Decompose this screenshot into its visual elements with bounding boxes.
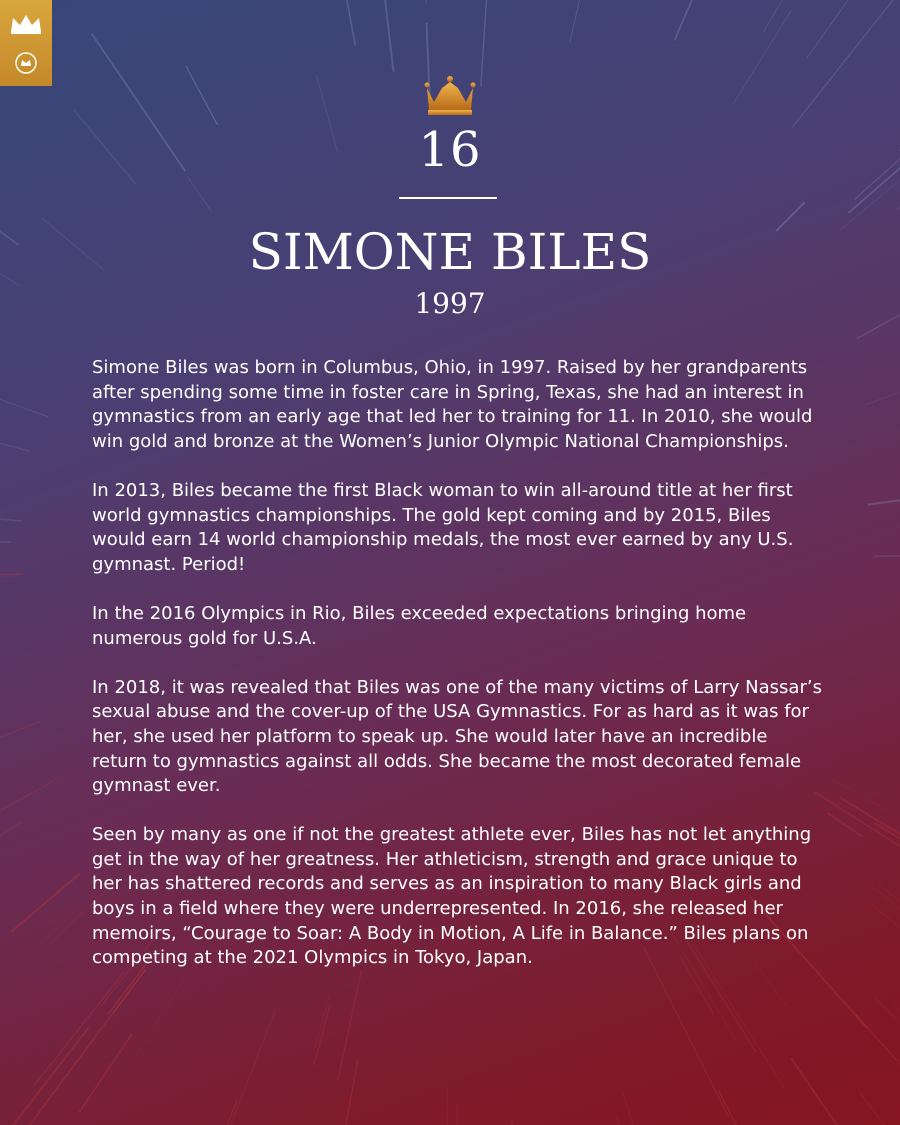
corner-badge bbox=[0, 0, 52, 86]
background-ray bbox=[879, 885, 900, 982]
background-ray bbox=[314, 996, 330, 1053]
background-ray bbox=[511, 1119, 521, 1125]
background-ray bbox=[860, 1093, 893, 1125]
birth-year: 1997 bbox=[414, 287, 486, 320]
background-ray bbox=[719, 1091, 758, 1125]
background-ray bbox=[868, 497, 900, 504]
background-ray bbox=[792, 0, 896, 128]
background-ray bbox=[791, 1058, 877, 1125]
biography-text bbox=[92, 356, 822, 995]
background-ray bbox=[674, 0, 709, 40]
background-ray bbox=[0, 423, 30, 452]
background-ray bbox=[0, 576, 17, 579]
background-ray bbox=[764, 0, 840, 32]
background-ray bbox=[0, 779, 57, 844]
background-ray bbox=[372, 0, 394, 72]
background-ray bbox=[421, 0, 426, 3]
background-ray bbox=[231, 1010, 276, 1125]
background-ray bbox=[840, 798, 900, 850]
background-ray bbox=[457, 1106, 458, 1125]
crown-icon bbox=[10, 14, 42, 34]
background-ray bbox=[622, 1090, 650, 1125]
biography-paragraph: Simone Biles was born in Columbus, Ohio, in 1997. Raised by her grandparents after spending some time in foster care in Spring, Texas, she had an interest in gymnastics from an early age that led her to training for 11. In 2010, she would win gold and bronze at the Women’s Junior Olympic National Championships. bbox=[92, 357, 813, 452]
background-ray bbox=[186, 66, 218, 125]
biography-paragraph: In 2018, it was revealed that Biles was one of the many victims of Larry Nassar’s sexual abuse and the cover-up of the USA Gymnastics. For as hard as it was for her, she used her platform to speak up. She would later have an incredible return to gymnastics against all odds. She became the most decorated female gymnast ever. bbox=[92, 676, 822, 797]
background-ray bbox=[855, 1014, 900, 1114]
background-ray bbox=[481, 0, 487, 87]
biography-paragraph: Seen by many as one if not the greatest athlete ever, Biles has not let anything get in the way of her greatness. Her athleticism, strength and grace unique to her has shattered records and serves as an inspiration to many Black girls and boys in a field where they were underrepresented. In 2016, she released her memoirs, “Courage to Soar: A Body in Motion, A Life in Balance.” Biles plans on competing at the 2021 Olympics in Tokyo, Japan. bbox=[92, 824, 812, 969]
background-ray bbox=[0, 822, 23, 911]
background-ray bbox=[447, 1085, 448, 1125]
background-ray bbox=[733, 10, 791, 104]
background-ray bbox=[807, 0, 883, 59]
background-ray bbox=[815, 792, 900, 849]
background-ray bbox=[187, 176, 211, 211]
rank-number: 16 bbox=[418, 122, 482, 178]
background-ray bbox=[344, 1061, 358, 1125]
title-divider bbox=[399, 197, 497, 199]
biography-paragraph: In 2013, Biles became the first Black woman to win all-around title at her first world gymnastics championships. The gold kept coming and by 2015, Biles would earn 14 world championship medals, the most ever earned by any U.S. gymnast. Period! bbox=[92, 479, 794, 575]
background-ray bbox=[828, 813, 863, 836]
person-name: SIMONE BILES bbox=[248, 223, 652, 281]
background-ray bbox=[0, 386, 49, 417]
background-ray bbox=[865, 371, 900, 405]
crown-icon bbox=[424, 76, 476, 116]
background-ray bbox=[8, 1028, 89, 1125]
background-ray bbox=[12, 874, 81, 932]
biography-paragraph: In the 2016 Olympics in Rio, Biles exceeded expectations bringing home numerous gold for U.S.A. bbox=[92, 602, 747, 649]
background-ray bbox=[79, 1034, 132, 1112]
badge-emblem-icon bbox=[15, 52, 37, 74]
background-ray bbox=[323, 0, 356, 46]
background-ray bbox=[0, 535, 10, 542]
background-ray bbox=[314, 1005, 330, 1065]
background-ray bbox=[871, 904, 900, 971]
background-ray bbox=[0, 721, 41, 793]
background-ray bbox=[0, 512, 23, 521]
background-ray bbox=[570, 0, 604, 42]
background-ray bbox=[219, 1100, 237, 1125]
